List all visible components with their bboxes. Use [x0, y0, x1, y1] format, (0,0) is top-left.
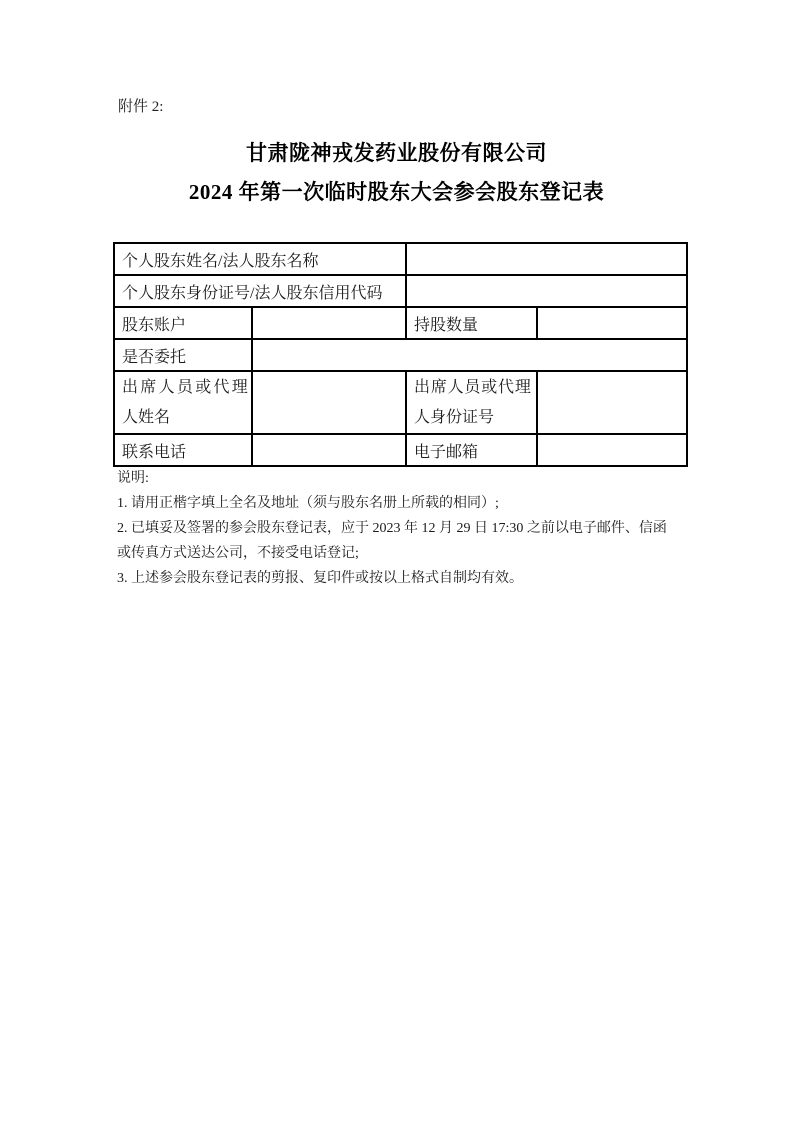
attendee-name-value-cell: [252, 371, 406, 434]
shareholder-account-value-cell: [252, 307, 406, 339]
table-row-account-quantity: [114, 307, 687, 339]
note-line-1: 1. 请用正楷字填上全名及地址（须与股东名册上所载的相同）;: [117, 496, 499, 511]
proxy-or-not-value-cell: [252, 339, 687, 371]
shareholder-id-value-cell: [406, 275, 687, 307]
attendee-id-value-cell: [537, 371, 687, 434]
registration-table: [113, 242, 688, 467]
attendee-name-label-line1: 出席人员或代理: [122, 378, 251, 396]
proxy-or-not-label: 是否委托: [114, 339, 252, 371]
meeting-registration-title: 2024 年第一次临时股东大会参会股东登记表: [188, 180, 605, 204]
shareholding-quantity-value-cell: [537, 307, 687, 339]
contact-phone-value-cell: [252, 434, 406, 466]
note-line-2: 2. 已填妥及签署的参会股东登记表，应于 2023 年 12 月 29 日 17:30 之前以电子邮件、信函: [117, 521, 667, 536]
shareholder-name-label: 个人股东姓名/法人股东名称: [114, 243, 406, 275]
attendee-id-label: [406, 371, 537, 434]
shareholder-name-value-cell: [406, 243, 687, 275]
table-row-contact: [114, 434, 687, 466]
shareholding-quantity-label: 持股数量: [406, 307, 537, 339]
attendee-name-label: [114, 371, 252, 434]
contact-phone-label: 联系电话: [114, 434, 252, 466]
attachment-label: 附件 2:: [118, 99, 164, 115]
note-line-3: 3. 上述参会股东登记表的剪报、复印件或按以上格式自制均有效。: [117, 571, 523, 586]
shareholder-id-label: 个人股东身份证号/法人股东信用代码: [114, 275, 406, 307]
email-value-cell: [537, 434, 687, 466]
notes-heading: 说明:: [117, 471, 149, 486]
table-row-attendee: [114, 371, 687, 434]
table-row-proxy: [114, 339, 687, 371]
shareholder-account-label: 股东账户: [114, 307, 252, 339]
notes-section: [117, 466, 692, 591]
table-row-shareholder-id: [114, 275, 687, 307]
company-name-title: 甘肃陇神戎发药业股份有限公司: [246, 141, 547, 165]
attendee-name-label-line2: 人姓名: [122, 408, 171, 426]
attendee-id-label-line2: 人身份证号: [414, 408, 495, 426]
attendee-id-label-line1: 出席人员或代理: [414, 378, 532, 396]
note-line-2-continued: 或传真方式送达公司，不接受电话登记;: [117, 546, 359, 561]
email-label: 电子邮箱: [406, 434, 537, 466]
table-row-shareholder-name: [114, 243, 687, 275]
